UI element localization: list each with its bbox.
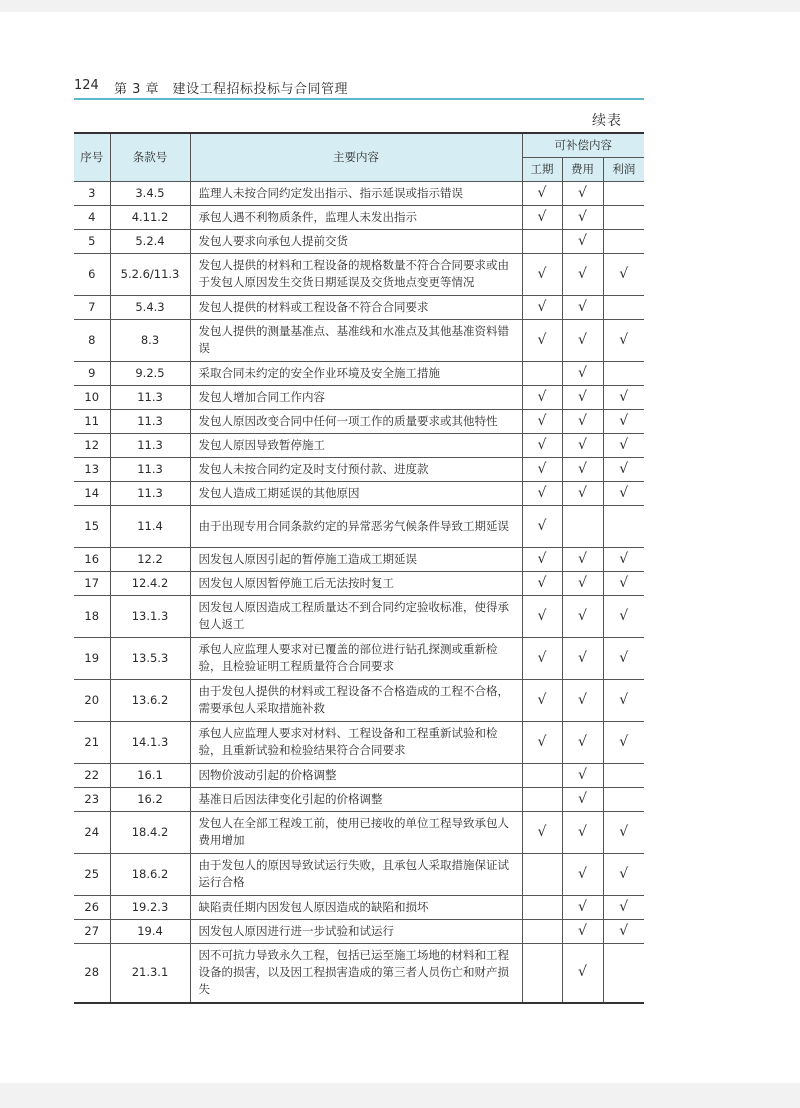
row-seq: 20 <box>74 679 110 721</box>
page-header <box>74 76 644 98</box>
row-seq: 3 <box>74 181 110 205</box>
row-period-check: √ <box>522 295 562 319</box>
row-clause: 5.4.3 <box>110 295 190 319</box>
row-profit-check <box>603 943 644 1003</box>
row-clause: 13.6.2 <box>110 679 190 721</box>
row-content: 基准日后因法律变化引起的价格调整 <box>190 787 522 811</box>
row-cost-check: √ <box>562 595 603 637</box>
row-seq: 11 <box>74 409 110 433</box>
header-profit: 利润 <box>603 157 644 181</box>
table-row <box>74 811 644 853</box>
row-content: 因发包人原因造成工程质量达不到合同约定验收标准，使得承包人返工 <box>190 595 522 637</box>
row-content: 由于发包人提供的材料或工程设备不合格造成的工程不合格，需要承包人采取措施补救 <box>190 679 522 721</box>
row-seq: 6 <box>74 253 110 295</box>
row-period-check: √ <box>522 205 562 229</box>
row-cost-check: √ <box>562 205 603 229</box>
row-profit-check <box>603 787 644 811</box>
table-row <box>74 409 644 433</box>
row-period-check <box>522 763 562 787</box>
table-row <box>74 505 644 547</box>
header-period: 工期 <box>522 157 562 181</box>
row-content: 因发包人原因暂停施工后无法按时复工 <box>190 571 522 595</box>
row-seq: 27 <box>74 919 110 943</box>
table-row <box>74 295 644 319</box>
header-rule <box>74 98 644 100</box>
row-content: 承包人遇不利物质条件，监理人未发出指示 <box>190 205 522 229</box>
page-top-margin <box>0 0 800 12</box>
row-period-check: √ <box>522 433 562 457</box>
row-period-check <box>522 361 562 385</box>
row-cost-check: √ <box>562 229 603 253</box>
table-row <box>74 205 644 229</box>
row-seq: 19 <box>74 637 110 679</box>
table-row <box>74 763 644 787</box>
row-content: 发包人原因导致暂停施工 <box>190 433 522 457</box>
row-profit-check: √ <box>603 253 644 295</box>
row-content: 因发包人原因引起的暂停施工造成工期延误 <box>190 547 522 571</box>
row-content: 发包人增加合同工作内容 <box>190 385 522 409</box>
row-clause: 16.2 <box>110 787 190 811</box>
row-content: 由于发包人的原因导致试运行失败，且承包人采取措施保证试运行合格 <box>190 853 522 895</box>
row-period-check <box>522 853 562 895</box>
row-cost-check: √ <box>562 853 603 895</box>
compensation-table <box>74 132 644 1004</box>
table-row <box>74 787 644 811</box>
row-clause: 19.2.3 <box>110 895 190 919</box>
row-profit-check: √ <box>603 811 644 853</box>
row-clause: 8.3 <box>110 319 190 361</box>
row-cost-check: √ <box>562 721 603 763</box>
row-profit-check <box>603 229 644 253</box>
row-seq: 15 <box>74 505 110 547</box>
table-row <box>74 481 644 505</box>
table-row <box>74 385 644 409</box>
row-seq: 22 <box>74 763 110 787</box>
table-row <box>74 571 644 595</box>
table-row <box>74 457 644 481</box>
row-profit-check: √ <box>603 433 644 457</box>
row-clause: 11.3 <box>110 409 190 433</box>
row-profit-check <box>603 181 644 205</box>
row-cost-check: √ <box>562 637 603 679</box>
table-body <box>74 181 644 1003</box>
row-period-check <box>522 919 562 943</box>
row-period-check: √ <box>522 547 562 571</box>
row-clause: 9.2.5 <box>110 361 190 385</box>
row-clause: 11.3 <box>110 481 190 505</box>
row-profit-check <box>603 505 644 547</box>
row-period-check: √ <box>522 253 562 295</box>
row-clause: 11.3 <box>110 457 190 481</box>
row-cost-check: √ <box>562 811 603 853</box>
row-seq: 8 <box>74 319 110 361</box>
row-clause: 21.3.1 <box>110 943 190 1003</box>
row-period-check: √ <box>522 679 562 721</box>
row-content: 采取合同未约定的安全作业环境及安全施工措施 <box>190 361 522 385</box>
row-clause: 18.6.2 <box>110 853 190 895</box>
row-period-check <box>522 787 562 811</box>
row-clause: 13.5.3 <box>110 637 190 679</box>
row-clause: 12.2 <box>110 547 190 571</box>
row-profit-check: √ <box>603 571 644 595</box>
row-content: 发包人原因改变合同中任何一项工作的质量要求或其他特性 <box>190 409 522 433</box>
table-row <box>74 229 644 253</box>
row-content: 发包人在全部工程竣工前，使用已接收的单位工程导致承包人费用增加 <box>190 811 522 853</box>
row-content: 发包人提供的材料和工程设备的规格数量不符合合同要求或由于发包人原因发生交货日期延误及交货地点变更等情况 <box>190 253 522 295</box>
row-content: 发包人提供的测量基准点、基准线和水准点及其他基准资料错误 <box>190 319 522 361</box>
row-content: 由于出现专用合同条款约定的异常恶劣气候条件导致工期延误 <box>190 505 522 547</box>
row-content: 因物价波动引起的价格调整 <box>190 763 522 787</box>
row-period-check: √ <box>522 457 562 481</box>
table-row <box>74 919 644 943</box>
header-clause: 条款号 <box>110 133 190 181</box>
row-seq: 24 <box>74 811 110 853</box>
header-cost: 费用 <box>562 157 603 181</box>
table-row <box>74 433 644 457</box>
row-clause: 19.4 <box>110 919 190 943</box>
row-content: 发包人提供的材料或工程设备不符合合同要求 <box>190 295 522 319</box>
row-content: 缺陷责任期内因发包人原因造成的缺陷和损坏 <box>190 895 522 919</box>
row-period-check <box>522 895 562 919</box>
table-row <box>74 361 644 385</box>
row-clause: 3.4.5 <box>110 181 190 205</box>
row-clause: 14.1.3 <box>110 721 190 763</box>
row-profit-check: √ <box>603 679 644 721</box>
row-profit-check: √ <box>603 895 644 919</box>
row-clause: 5.2.4 <box>110 229 190 253</box>
row-cost-check: √ <box>562 385 603 409</box>
table-row <box>74 943 644 1003</box>
header-compensable: 可补偿内容 <box>522 133 644 157</box>
row-period-check: √ <box>522 637 562 679</box>
table-row <box>74 679 644 721</box>
row-cost-check: √ <box>562 481 603 505</box>
row-seq: 18 <box>74 595 110 637</box>
row-seq: 23 <box>74 787 110 811</box>
row-cost-check: √ <box>562 409 603 433</box>
row-seq: 14 <box>74 481 110 505</box>
row-cost-check: √ <box>562 679 603 721</box>
row-cost-check: √ <box>562 319 603 361</box>
chapter-title: 第 3 章 建设工程招标投标与合同管理 <box>114 82 349 97</box>
row-content: 发包人未按合同约定及时支付预付款、进度款 <box>190 457 522 481</box>
row-seq: 10 <box>74 385 110 409</box>
row-seq: 9 <box>74 361 110 385</box>
row-cost-check: √ <box>562 895 603 919</box>
table-row <box>74 637 644 679</box>
row-profit-check: √ <box>603 385 644 409</box>
table-row <box>74 319 644 361</box>
row-seq: 5 <box>74 229 110 253</box>
row-profit-check <box>603 763 644 787</box>
row-cost-check <box>562 505 603 547</box>
header-seq: 序号 <box>74 133 110 181</box>
row-cost-check: √ <box>562 919 603 943</box>
row-clause: 18.4.2 <box>110 811 190 853</box>
table-row <box>74 721 644 763</box>
row-clause: 12.4.2 <box>110 571 190 595</box>
row-content: 承包人应监理人要求对已覆盖的部位进行钻孔探测或重新检验，且检验证明工程质量符合合同要求 <box>190 637 522 679</box>
row-cost-check: √ <box>562 571 603 595</box>
row-period-check: √ <box>522 181 562 205</box>
row-cost-check: √ <box>562 295 603 319</box>
row-clause: 11.4 <box>110 505 190 547</box>
row-profit-check: √ <box>603 853 644 895</box>
row-content: 承包人应监理人要求对材料、工程设备和工程重新试验和检验，且重新试验和检验结果符合合同要求 <box>190 721 522 763</box>
row-profit-check: √ <box>603 319 644 361</box>
row-seq: 26 <box>74 895 110 919</box>
row-period-check: √ <box>522 595 562 637</box>
row-seq: 4 <box>74 205 110 229</box>
row-seq: 21 <box>74 721 110 763</box>
row-period-check <box>522 943 562 1003</box>
row-period-check: √ <box>522 811 562 853</box>
table-row <box>74 547 644 571</box>
table-row <box>74 853 644 895</box>
continued-label: 续表 <box>592 113 622 129</box>
row-period-check: √ <box>522 409 562 433</box>
row-content: 监理人未按合同约定发出指示、指示延误或指示错误 <box>190 181 522 205</box>
row-cost-check: √ <box>562 763 603 787</box>
row-clause: 11.3 <box>110 433 190 457</box>
row-profit-check: √ <box>603 595 644 637</box>
row-cost-check: √ <box>562 253 603 295</box>
table-row <box>74 253 644 295</box>
row-period-check: √ <box>522 571 562 595</box>
table-row <box>74 181 644 205</box>
row-cost-check: √ <box>562 181 603 205</box>
row-period-check: √ <box>522 319 562 361</box>
row-seq: 7 <box>74 295 110 319</box>
row-cost-check: √ <box>562 547 603 571</box>
table-row <box>74 895 644 919</box>
row-seq: 12 <box>74 433 110 457</box>
row-cost-check: √ <box>562 943 603 1003</box>
row-profit-check: √ <box>603 481 644 505</box>
row-clause: 5.2.6/11.3 <box>110 253 190 295</box>
row-clause: 16.1 <box>110 763 190 787</box>
row-content: 因发包人原因进行进一步试验和试运行 <box>190 919 522 943</box>
row-seq: 13 <box>74 457 110 481</box>
row-seq: 25 <box>74 853 110 895</box>
row-profit-check: √ <box>603 721 644 763</box>
row-clause: 4.11.2 <box>110 205 190 229</box>
row-seq: 17 <box>74 571 110 595</box>
row-profit-check <box>603 295 644 319</box>
row-clause: 11.3 <box>110 385 190 409</box>
row-profit-check: √ <box>603 919 644 943</box>
row-profit-check <box>603 361 644 385</box>
row-content: 发包人要求向承包人提前交货 <box>190 229 522 253</box>
row-profit-check <box>603 205 644 229</box>
row-cost-check: √ <box>562 433 603 457</box>
row-content: 因不可抗力导致永久工程，包括已运至施工场地的材料和工程设备的损害，以及因工程损害造成的第三者人员伤亡和财产损失 <box>190 943 522 1003</box>
row-period-check: √ <box>522 385 562 409</box>
row-period-check <box>522 229 562 253</box>
row-clause: 13.1.3 <box>110 595 190 637</box>
row-profit-check: √ <box>603 547 644 571</box>
row-seq: 16 <box>74 547 110 571</box>
row-profit-check: √ <box>603 409 644 433</box>
row-cost-check: √ <box>562 457 603 481</box>
table-row <box>74 595 644 637</box>
row-content: 发包人造成工期延误的其他原因 <box>190 481 522 505</box>
row-profit-check: √ <box>603 637 644 679</box>
row-profit-check: √ <box>603 457 644 481</box>
row-period-check: √ <box>522 721 562 763</box>
row-period-check: √ <box>522 481 562 505</box>
header-content: 主要内容 <box>190 133 522 181</box>
page-bottom-margin <box>0 1083 800 1108</box>
page-number: 124 <box>74 78 99 93</box>
row-cost-check: √ <box>562 361 603 385</box>
row-seq: 28 <box>74 943 110 1003</box>
row-period-check: √ <box>522 505 562 547</box>
row-cost-check: √ <box>562 787 603 811</box>
